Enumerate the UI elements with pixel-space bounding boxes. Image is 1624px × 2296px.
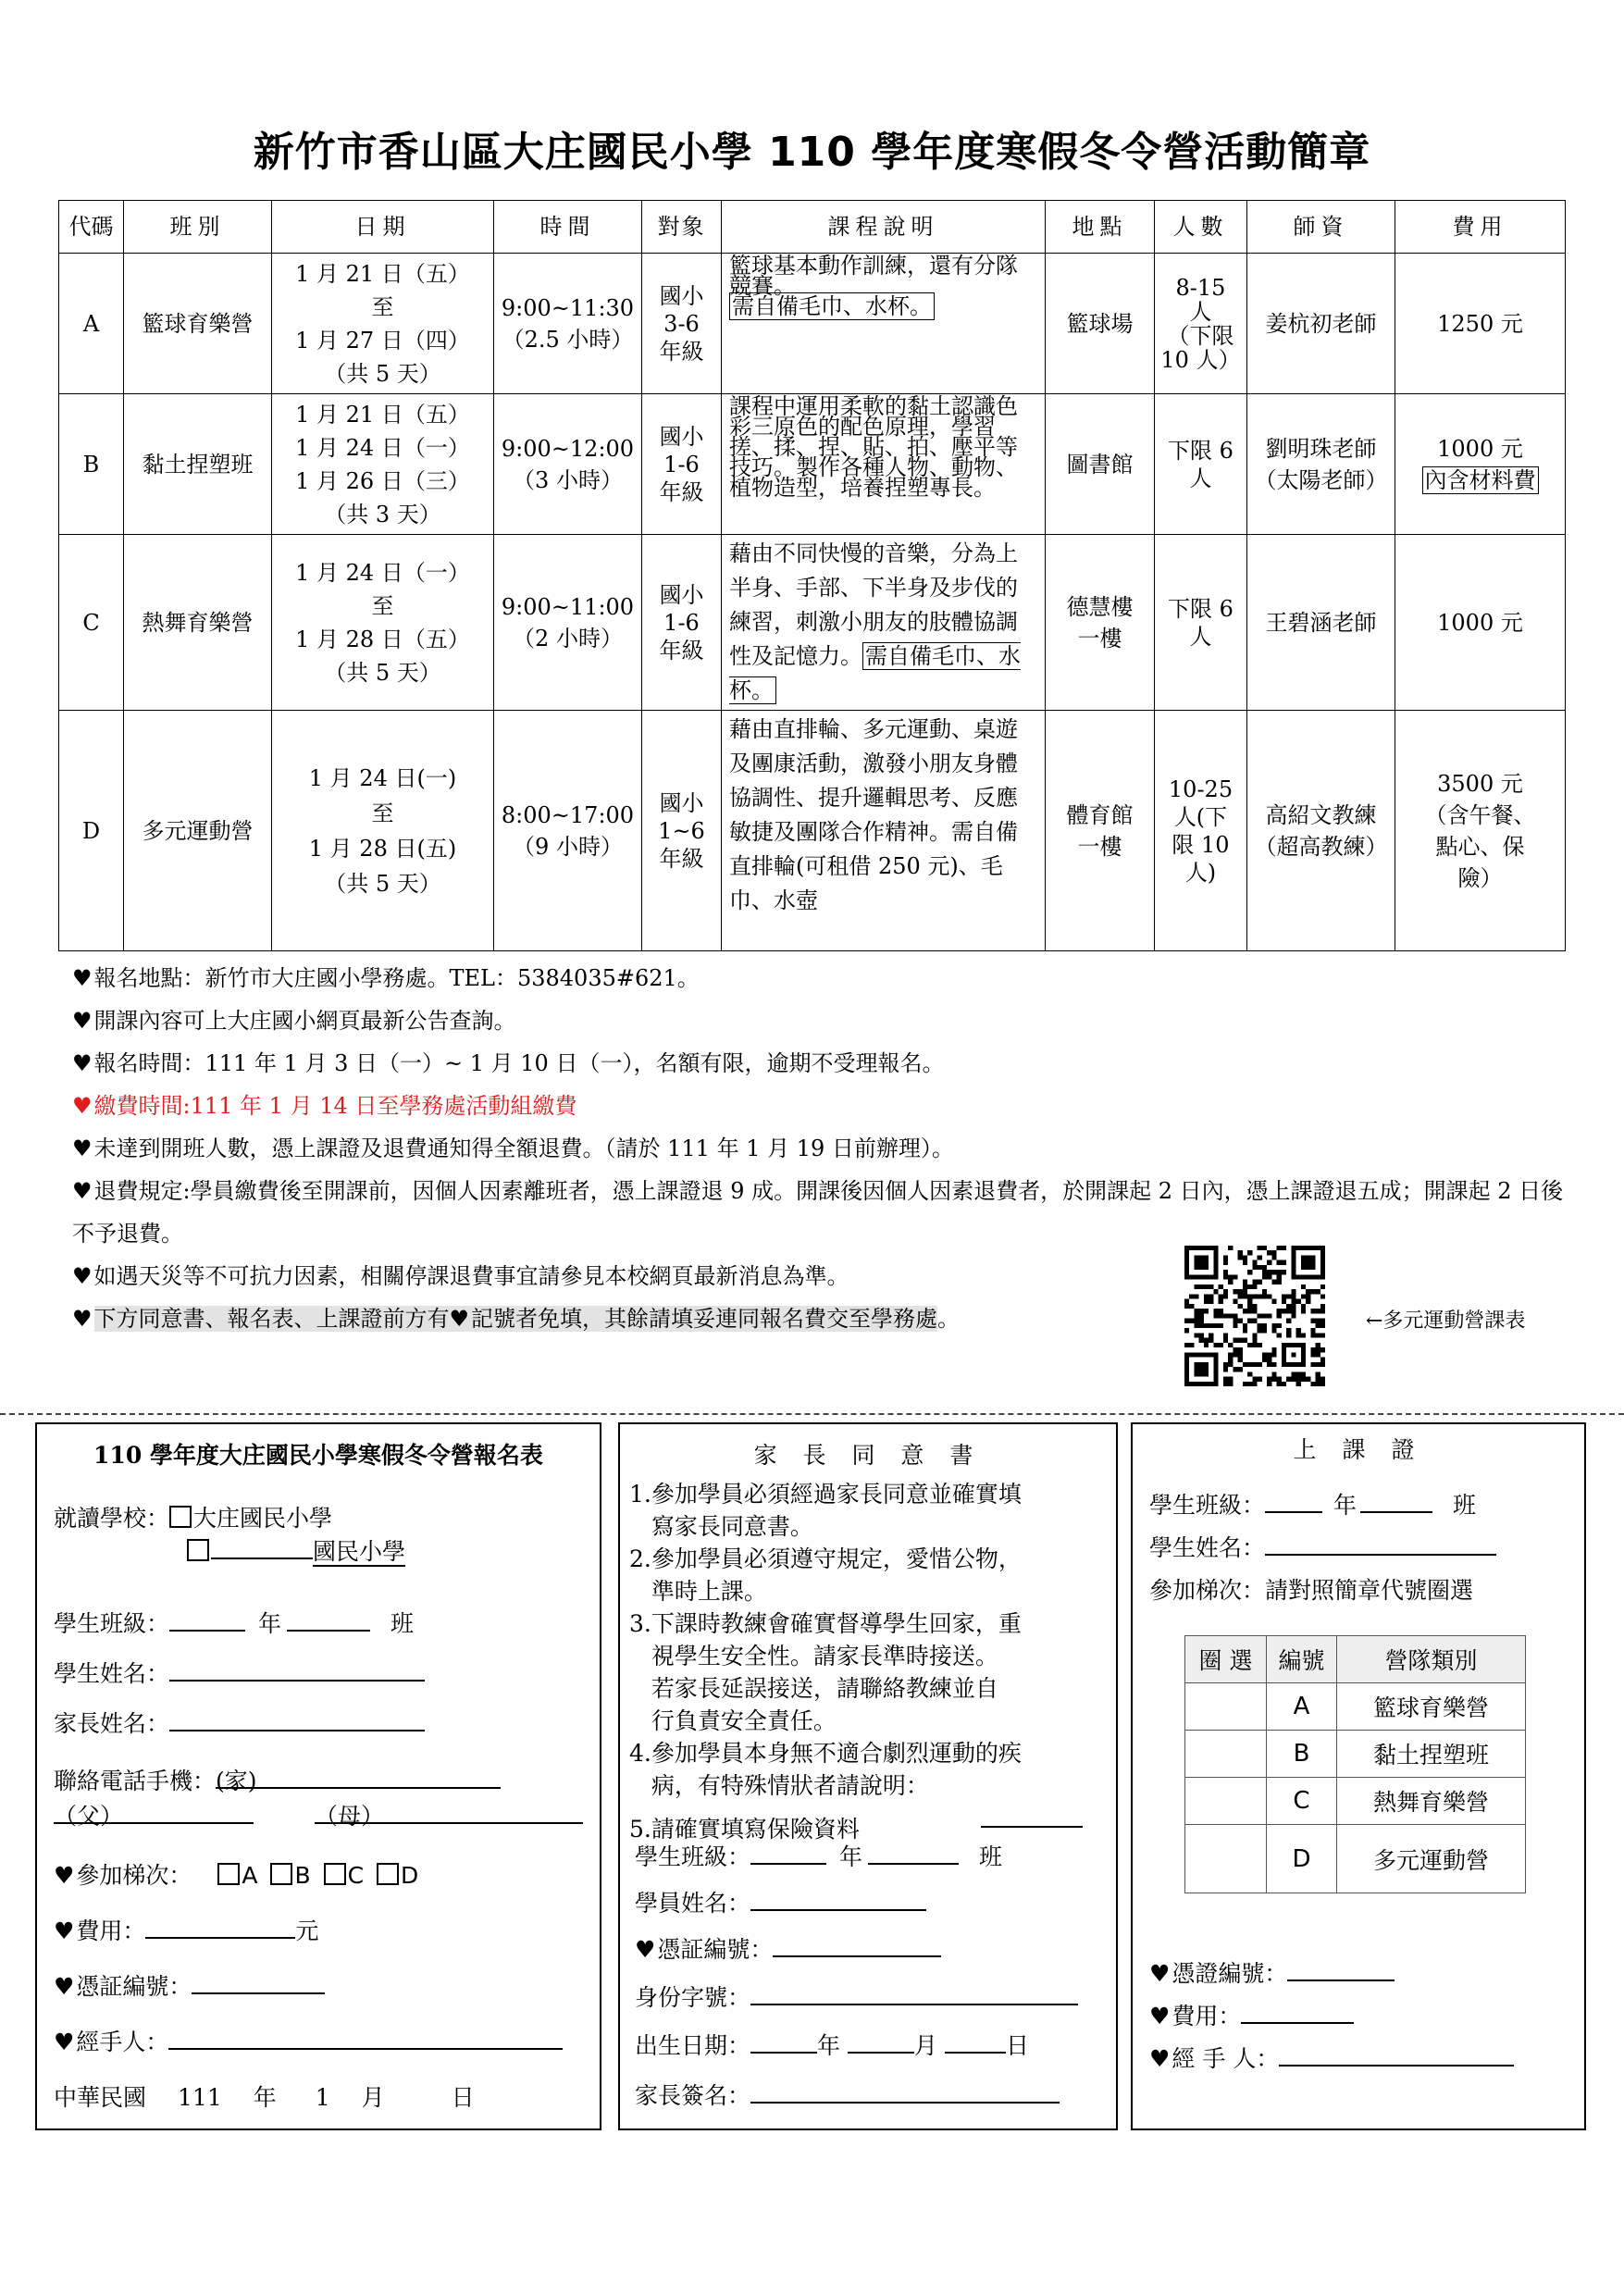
consent-items xyxy=(629,1478,1022,1845)
fee-line: 3500 元 xyxy=(1437,770,1523,797)
form-phone-mother-input[interactable]: （母） xyxy=(315,1798,583,1824)
row-date xyxy=(272,711,494,951)
camp-select-cell[interactable] xyxy=(1185,1778,1267,1825)
date-line: （共 3 天） xyxy=(324,501,441,527)
target-line: 1-6 xyxy=(663,451,700,478)
row-course xyxy=(722,535,1046,711)
row-course xyxy=(722,711,1046,951)
card-class-input[interactable] xyxy=(1360,1487,1432,1513)
camp-type: 熱舞育樂營 xyxy=(1337,1778,1526,1825)
card-receipt-input[interactable] xyxy=(1287,1955,1395,1981)
card-title: 上 課 證 xyxy=(1293,1436,1424,1463)
date-line: 1 月 24 日（一） xyxy=(295,559,470,586)
target-line: 年級 xyxy=(659,338,704,365)
consent-name-field: 學員姓名： xyxy=(635,1885,926,1918)
row-code: A xyxy=(59,254,124,394)
count-line: 人 xyxy=(1189,298,1212,325)
consent-item-line: 5.請確實填寫保險資料 xyxy=(629,1816,860,1843)
row-code: C xyxy=(59,535,124,711)
time-line: 9:00~11:30 xyxy=(501,294,635,321)
row-date xyxy=(272,535,494,711)
row-code: D xyxy=(59,711,124,951)
camp-select-cell[interactable] xyxy=(1185,1825,1267,1893)
registration-form-title: 110 學年度大庄國民小學寒假冬令營報名表 xyxy=(93,1442,543,1469)
form-name-field: 學生姓名： xyxy=(54,1656,425,1689)
row-target xyxy=(642,394,722,535)
form-class-field: 學生班級： 年 班 xyxy=(54,1606,414,1639)
teacher-line: 劉明珠老師 xyxy=(1265,435,1377,462)
row-course xyxy=(722,254,1046,394)
course-note-box: 需自備毛巾、水杯。 xyxy=(729,292,935,320)
form-phone-home-input[interactable]: (家) xyxy=(216,1763,501,1789)
consent-sign-input[interactable] xyxy=(750,2078,1060,2104)
header-time: 時間 xyxy=(494,201,642,254)
page-title: 新竹市香山區大庄國民小學 110 學年度寒假冬令營活動簡章 xyxy=(253,129,1371,176)
row-teacher xyxy=(1247,394,1395,535)
consent-item-line: 若家長延誤接送，請聯絡教練並自 xyxy=(629,1675,998,1702)
date-line: （共 5 天） xyxy=(324,659,441,686)
row-class-name: 熱舞育樂營 xyxy=(124,535,272,711)
consent-id-field: 身份字號： xyxy=(635,1980,1078,2013)
schedule-table xyxy=(58,200,1566,951)
row-target xyxy=(642,535,722,711)
row-count xyxy=(1155,254,1247,394)
consent-receipt-input[interactable] xyxy=(773,1931,941,1957)
header-code: 代碼 xyxy=(59,201,124,254)
fee-line: 點心、保 xyxy=(1435,833,1525,860)
fee-line: 險） xyxy=(1457,864,1503,891)
teacher-line: 王碧涵老師 xyxy=(1265,609,1377,636)
form-name-input[interactable] xyxy=(169,1656,425,1682)
course-note-box: 需自備毛巾、水杯。 xyxy=(729,643,1021,703)
health-note-input[interactable] xyxy=(981,1802,1083,1828)
header-target: 對象 xyxy=(642,201,722,254)
row-count xyxy=(1155,394,1247,535)
row-time xyxy=(494,394,642,535)
camp-code: D xyxy=(1267,1825,1337,1893)
consent-item-line: 視學生安全性。請家長準時接送。 xyxy=(629,1643,998,1669)
consent-sign-field: 家長簽名： xyxy=(635,2078,1060,2111)
place-line: 體育館 xyxy=(1066,801,1134,828)
row-place xyxy=(1046,535,1155,711)
form-parent-input[interactable] xyxy=(169,1706,425,1731)
course-text: 藉由不同快慢的音樂，分為上半身、手部、下半身及步伐的練習，刺激小朋友的肢體協調性及記憶力。 xyxy=(729,540,1018,669)
card-receipt-field: ♥憑證編號： xyxy=(1149,1955,1395,1989)
form-grade-input[interactable] xyxy=(169,1606,245,1632)
camp-row xyxy=(1185,1731,1526,1778)
card-grade-input[interactable] xyxy=(1265,1487,1322,1513)
camp-row xyxy=(1185,1825,1526,1893)
tier-d-checkbox[interactable] xyxy=(377,1863,399,1885)
header-count: 人數 xyxy=(1155,201,1247,254)
place-line: 一樓 xyxy=(1077,625,1122,652)
camp-header-code: 編號 xyxy=(1267,1636,1337,1683)
camp-type: 多元運動營 xyxy=(1337,1825,1526,1893)
table-header-row xyxy=(59,201,1566,254)
camp-select-cell[interactable] xyxy=(1185,1731,1267,1778)
target-line: 國小 xyxy=(659,581,704,608)
form-phone-field: 聯絡電話手機：(家) xyxy=(54,1763,501,1796)
place-line: 德慧樓 xyxy=(1066,593,1134,620)
time-line: （9 小時） xyxy=(513,833,623,860)
row-teacher xyxy=(1247,535,1395,711)
card-fee-field: ♥費用： xyxy=(1149,1998,1354,2031)
consent-id-input[interactable] xyxy=(750,1980,1078,2005)
camp-code: B xyxy=(1267,1731,1337,1778)
card-name-input[interactable] xyxy=(1265,1530,1496,1556)
card-handler-input[interactable] xyxy=(1279,2041,1514,2066)
consent-class-field: 學生班級： 年 班 xyxy=(635,1839,1002,1872)
consent-item-line: 準時上課。 xyxy=(629,1578,767,1605)
target-line: 年級 xyxy=(659,845,704,872)
date-line: （共 5 天） xyxy=(324,870,441,897)
header-class: 班別 xyxy=(124,201,272,254)
form-parent-field: 家長姓名： xyxy=(54,1706,425,1739)
consent-item-line: 行負責安全責任。 xyxy=(629,1707,837,1734)
date-line: 1 月 24 日（一） xyxy=(295,434,470,461)
consent-title: 家 長 同 意 書 xyxy=(753,1442,983,1469)
note-location: ♥報名地點：新竹市大庄國小學務處。TEL：5384035#621。 xyxy=(72,965,700,991)
place-line: 圖書館 xyxy=(1066,451,1134,478)
place-line: 一樓 xyxy=(1077,833,1122,860)
date-line: 1 月 24 日(一) xyxy=(308,764,457,791)
school-field-other: 國民小學 xyxy=(187,1533,405,1567)
header-course: 課程說明 xyxy=(722,201,1046,254)
form-handler-field: ♥經手人： xyxy=(54,2024,563,2057)
table-row xyxy=(59,535,1566,711)
note-force-majeure: ♥如遇天災等不可抗力因素，相關停課退費事宜請參見本校網頁最新消息為準。 xyxy=(72,1263,849,1289)
time-line: 9:00~12:00 xyxy=(501,435,635,462)
teacher-line: （超高教練） xyxy=(1254,833,1388,860)
birth-year-input[interactable] xyxy=(750,2028,817,2054)
time-line: 9:00~11:00 xyxy=(501,593,635,620)
note-refund-rule: ♥退費規定:學員繳費後至開課前，因個人因素離班者，憑上課證退 9 成。開課後因個人因素退費者，於開課起 2 日內，憑上課證退五成；開課起 2 日後不予退費。 xyxy=(72,1178,1564,1247)
note-refund-cancel: ♥未達到開班人數，憑上課證及退費通知得全額退費。（請於 111 年 1 月 19 日前辦理）。 xyxy=(72,1136,954,1161)
teacher-line: 姜杭初老師 xyxy=(1265,310,1377,337)
teacher-line: （太陽老師） xyxy=(1254,466,1388,493)
table-row xyxy=(59,711,1566,951)
birth-month-input[interactable] xyxy=(848,2028,914,2054)
row-count xyxy=(1155,535,1247,711)
consent-item-line: 4.參加學員本身無不適合劇烈運動的疾 xyxy=(629,1740,1022,1767)
camp-header-select: 圈 選 xyxy=(1185,1636,1267,1683)
birth-day-input[interactable] xyxy=(945,2028,1006,2054)
count-line: 人 xyxy=(1189,465,1212,491)
header-teacher: 師資 xyxy=(1247,201,1395,254)
tier-c-checkbox[interactable] xyxy=(324,1863,346,1885)
tier-b-checkbox[interactable] xyxy=(270,1863,292,1885)
camp-type: 黏土捏塑班 xyxy=(1337,1731,1526,1778)
note-signup-time: ♥報名時間：111 年 1 月 3 日（一）~ 1 月 10 日（一），名額有限，逾期不受理報名。 xyxy=(72,1050,945,1076)
camp-table-header xyxy=(1185,1636,1526,1683)
target-line: 國小 xyxy=(659,423,704,450)
count-line: 10-25 xyxy=(1168,776,1233,802)
count-line: 下限 6 xyxy=(1168,437,1233,464)
form-phone-parents xyxy=(54,1798,583,1830)
consent-item-line: 2.參加學員必須遵守規定，愛惜公物， xyxy=(629,1545,1022,1572)
course-text: 籃球基本動作訓練，還有分隊競賽。 xyxy=(729,253,1018,299)
consent-receipt-field: ♥憑証編號： xyxy=(635,1931,941,1965)
cut-line xyxy=(0,1413,1624,1415)
consent-form xyxy=(618,1422,1118,2130)
card-tier-label: 參加梯次：請對照簡章代號圈選 xyxy=(1149,1577,1474,1604)
target-line: 3-6 xyxy=(663,310,700,337)
count-line: 人) xyxy=(1184,859,1217,886)
tier-a-checkbox[interactable] xyxy=(217,1863,240,1885)
form-receipt-field: ♥憑証編號： xyxy=(54,1968,325,2002)
time-line: （2 小時） xyxy=(513,625,623,652)
target-line: 1-6 xyxy=(663,609,700,636)
notes-list xyxy=(72,957,1571,1340)
camp-row xyxy=(1185,1778,1526,1825)
card-handler-field: ♥經 手 人： xyxy=(1149,2041,1514,2074)
row-class-name: 多元運動營 xyxy=(124,711,272,951)
target-line: 1~6 xyxy=(658,817,705,844)
consent-item-line: 3.下課時教練會確實督導學生回家，重 xyxy=(629,1610,1022,1637)
row-time xyxy=(494,711,642,951)
target-line: 年級 xyxy=(659,637,704,664)
header-fee: 費用 xyxy=(1395,201,1566,254)
row-place xyxy=(1046,254,1155,394)
camp-select-cell[interactable] xyxy=(1185,1683,1267,1731)
row-place xyxy=(1046,394,1155,535)
form-date-line: 中華民國 111 年 1 月 日 xyxy=(54,2084,475,2111)
school-option-2-checkbox[interactable] xyxy=(187,1539,209,1561)
row-fee xyxy=(1395,254,1566,394)
form-receipt-input[interactable] xyxy=(192,1968,325,1994)
fee-line: （含午餐、 xyxy=(1424,801,1536,828)
date-line: 至 xyxy=(371,592,394,619)
qr-caption: ←多元運動營課表 xyxy=(1366,1309,1526,1333)
consent-class-input[interactable] xyxy=(868,1839,959,1865)
consent-birth-field: 出生日期： 年 月 日 xyxy=(635,2028,1029,2061)
row-fee xyxy=(1395,535,1566,711)
camp-header-type: 營隊類別 xyxy=(1337,1636,1526,1683)
consent-item-line: 病，有特殊情狀者請說明： xyxy=(629,1772,929,1799)
count-line: 下限 6 xyxy=(1168,595,1233,622)
time-line: （3 小時） xyxy=(513,466,623,493)
row-target xyxy=(642,711,722,951)
target-line: 國小 xyxy=(659,282,704,309)
row-code: B xyxy=(59,394,124,535)
form-phone-father-input[interactable]: （父） xyxy=(54,1798,254,1824)
count-line: 限 10 xyxy=(1172,831,1230,858)
count-line: 人 xyxy=(1189,623,1212,650)
date-line: （共 5 天） xyxy=(324,360,441,387)
date-line: 1 月 21 日（五） xyxy=(295,260,470,287)
fee-note-box: 內含材料費 xyxy=(1422,466,1539,494)
row-time xyxy=(494,254,642,394)
card-fee-input[interactable] xyxy=(1241,1998,1354,2024)
time-line: 8:00~17:00 xyxy=(501,801,635,828)
form-tier-field: ♥參加梯次： A B C D xyxy=(54,1862,419,1889)
row-course xyxy=(722,394,1046,535)
count-line: 人(下 xyxy=(1173,803,1228,830)
row-time xyxy=(494,535,642,711)
consent-grade-input[interactable] xyxy=(750,1839,826,1865)
header-date: 日期 xyxy=(272,201,494,254)
consent-name-input[interactable] xyxy=(750,1885,926,1911)
time-line: （2.5 小時） xyxy=(502,326,634,353)
note-fill-instruction: ♥下方同意書、報名表、上課證前方有♥記號者免填，其餘請填妥連同報名費交至學務處。 xyxy=(72,1306,961,1332)
form-handler-input[interactable] xyxy=(168,2024,563,2050)
row-fee xyxy=(1395,711,1566,951)
school-field: 就讀學校： 大庄國民小學 xyxy=(54,1505,333,1532)
date-line: 至 xyxy=(371,800,394,826)
teacher-line: 高紹文教練 xyxy=(1265,801,1377,828)
fee-line: 1000 元 xyxy=(1437,609,1523,636)
date-line: 1 月 27 日（四） xyxy=(295,327,470,354)
count-line: 10 人） xyxy=(1160,346,1241,373)
row-fee xyxy=(1395,394,1566,535)
count-line: 8-15 xyxy=(1175,274,1226,301)
fee-line: 1250 元 xyxy=(1437,310,1523,337)
date-line: 1 月 26 日（三） xyxy=(295,467,470,494)
course-text: 課程中運用柔軟的黏土認識色彩三原色的配色原理，學習搓、揉、捏、貼、拍、壓平等技巧。製作各種人物、動物、植物造型，培養捏塑專長。 xyxy=(729,393,1018,501)
course-text: 藉由直排輪、多元運動、桌遊及團康活動，激發小朋友身體協調性、提升邏輯思考、反應敏捷及團隊合作精神。需自備直排輪(可租借 250 元)、毛巾、水壺 xyxy=(729,716,1018,913)
camp-code: A xyxy=(1267,1683,1337,1731)
consent-item-line: 1.參加學員必須經過家長同意並確實填 xyxy=(629,1481,1022,1508)
camp-select-table xyxy=(1184,1635,1526,1893)
target-line: 年級 xyxy=(659,478,704,505)
camp-type: 籃球育樂營 xyxy=(1337,1683,1526,1731)
table-row xyxy=(59,254,1566,394)
registration-form xyxy=(35,1422,601,2130)
row-class-name: 籃球育樂營 xyxy=(124,254,272,394)
row-count xyxy=(1155,711,1247,951)
date-line: 1 月 28 日（五） xyxy=(295,626,470,652)
table-row xyxy=(59,394,1566,535)
row-teacher xyxy=(1247,711,1395,951)
row-date xyxy=(272,254,494,394)
place-line: 籃球場 xyxy=(1066,310,1134,337)
row-teacher xyxy=(1247,254,1395,394)
camp-row xyxy=(1185,1683,1526,1731)
count-line: （下限 xyxy=(1167,322,1234,349)
row-place xyxy=(1046,711,1155,951)
date-line: 1 月 28 日(五) xyxy=(308,835,457,862)
target-line: 國小 xyxy=(659,789,704,816)
card-class-field: 學生班級： 年 班 xyxy=(1149,1487,1476,1520)
form-fee-field: ♥費用： 元 xyxy=(54,1913,318,1946)
form-class-input[interactable] xyxy=(287,1606,370,1632)
school-option-1-checkbox[interactable] xyxy=(169,1506,192,1528)
card-name-field: 學生姓名： xyxy=(1149,1530,1496,1563)
header-place: 地點 xyxy=(1046,201,1155,254)
date-line: 至 xyxy=(371,293,394,320)
qr-code[interactable] xyxy=(1184,1246,1325,1386)
consent-item-line: 寫家長同意書。 xyxy=(629,1513,813,1540)
row-class-name: 黏土捏塑班 xyxy=(124,394,272,535)
row-target xyxy=(642,254,722,394)
form-fee-input[interactable] xyxy=(145,1913,295,1939)
school-other-input[interactable] xyxy=(211,1533,313,1559)
row-date xyxy=(272,394,494,535)
camp-code: C xyxy=(1267,1778,1337,1825)
class-card xyxy=(1131,1422,1586,2130)
note-payment-time: ♥繳費時間:111 年 1 月 14 日至學務處活動組繳費 xyxy=(72,1093,577,1119)
fee-line: 1000 元 xyxy=(1437,435,1523,462)
date-line: 1 月 21 日（五） xyxy=(295,401,470,428)
note-website: ♥開課內容可上大庄國小網頁最新公告查詢。 xyxy=(72,1008,516,1034)
